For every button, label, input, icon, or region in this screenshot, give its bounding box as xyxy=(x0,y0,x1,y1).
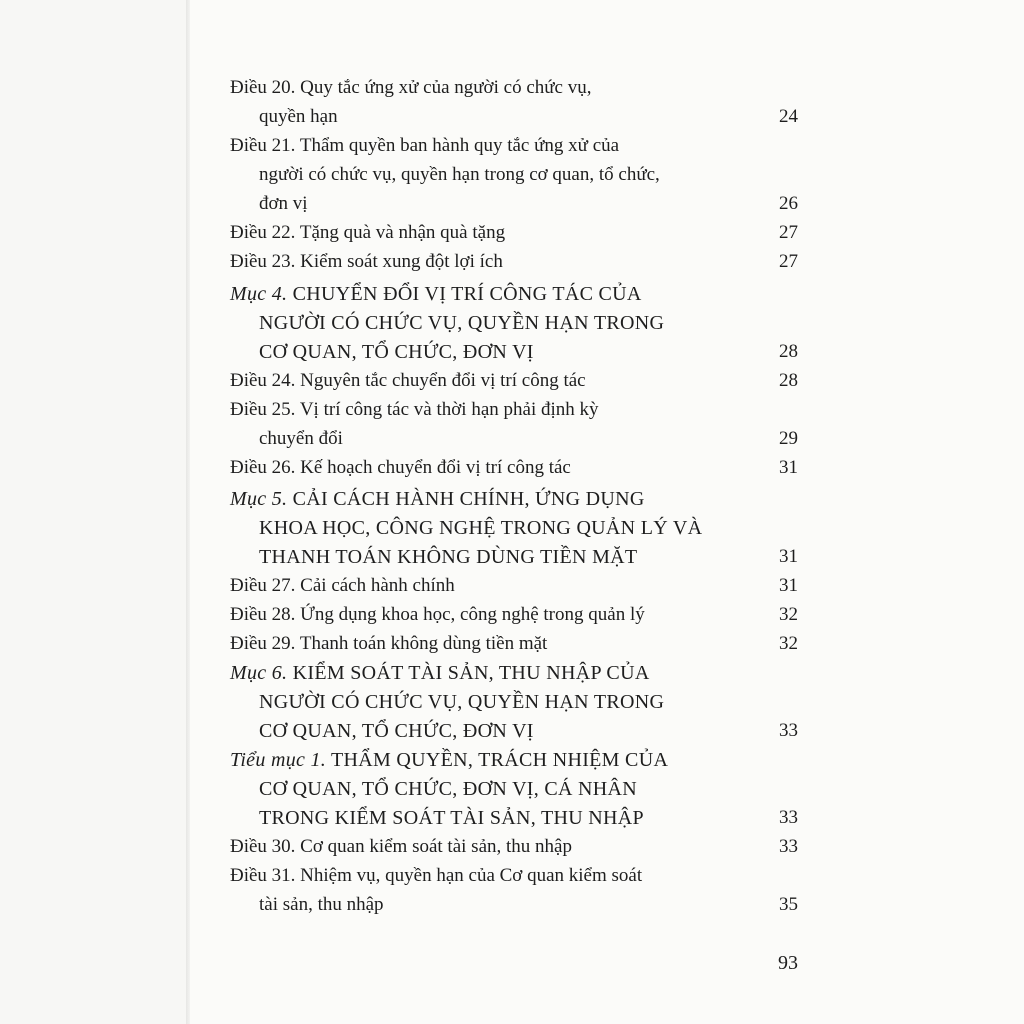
toc-section-muc-5-cont: THANH TOÁN KHÔNG DÙNG TIỀN MẶT xyxy=(259,546,638,568)
toc-subsection-tieu-muc-1-cont: TRONG KIỂM SOÁT TÀI SẢN, THU NHẬP xyxy=(259,807,644,829)
toc-page-number: 33 xyxy=(779,720,798,741)
toc-entry-dieu-26: Điều 26. Kế hoạch chuyển đổi vị trí công tác xyxy=(230,457,571,478)
toc-page-number: 28 xyxy=(779,370,798,391)
section-prefix: Mục 5. xyxy=(230,488,288,510)
toc-entry-dieu-31-cont: tài sản, thu nhập xyxy=(259,894,384,915)
section-title: CẢI CÁCH HÀNH CHÍNH, ỨNG DỤNG xyxy=(287,488,645,510)
toc-subsection-tieu-muc-1-cont: CƠ QUAN, TỔ CHỨC, ĐƠN VỊ, CÁ NHÂN xyxy=(259,778,638,800)
toc-page-number: 31 xyxy=(779,575,798,596)
section-title: CHUYỂN ĐỔI VỊ TRÍ CÔNG TÁC CỦA xyxy=(287,283,642,305)
toc-entry-dieu-25-cont: chuyển đổi xyxy=(259,428,343,449)
toc-entry-dieu-21-cont: người có chức vụ, quyền hạn trong cơ quan, tổ chức, xyxy=(259,164,660,185)
toc-page-number: 29 xyxy=(779,428,798,449)
section-prefix: Mục 6. xyxy=(230,662,288,684)
toc-section-muc-6 xyxy=(230,660,650,686)
toc-page-number: 33 xyxy=(779,807,798,828)
toc-section-muc-5-cont: KHOA HỌC, CÔNG NGHỆ TRONG QUẢN LÝ VÀ xyxy=(259,517,703,539)
toc-page-number: 28 xyxy=(779,341,798,362)
toc-entry-dieu-28: Điều 28. Ứng dụng khoa học, công nghệ trong quản lý xyxy=(230,604,645,625)
toc-section-muc-4-cont: CƠ QUAN, TỔ CHỨC, ĐƠN VỊ xyxy=(259,341,534,363)
toc-page-number: 31 xyxy=(779,457,798,478)
section-prefix: Mục 4. xyxy=(230,283,288,305)
page-number: 93 xyxy=(778,952,798,974)
section-title: THẨM QUYỀN, TRÁCH NHIỆM CỦA xyxy=(326,749,669,771)
toc-entry-dieu-21-cont: đơn vị xyxy=(259,193,308,214)
section-prefix: Tiểu mục 1. xyxy=(230,749,327,771)
toc-entry-dieu-31: Điều 31. Nhiệm vụ, quyền hạn của Cơ quan kiểm soát xyxy=(230,865,643,886)
toc-section-muc-4-cont: NGƯỜI CÓ CHỨC VỤ, QUYỀN HẠN TRONG xyxy=(259,312,665,334)
toc-entry-dieu-25: Điều 25. Vị trí công tác và thời hạn phải định kỳ xyxy=(230,399,599,420)
toc-page-number: 33 xyxy=(779,836,798,857)
toc-page-number: 32 xyxy=(779,633,798,654)
toc-entry-dieu-23: Điều 23. Kiểm soát xung đột lợi ích xyxy=(230,251,503,272)
toc-page-number: 26 xyxy=(779,193,798,214)
toc-entry-dieu-29: Điều 29. Thanh toán không dùng tiền mặt xyxy=(230,633,548,654)
toc-section-muc-6-cont: NGƯỜI CÓ CHỨC VỤ, QUYỀN HẠN TRONG xyxy=(259,691,665,713)
toc-entry-dieu-22: Điều 22. Tặng quà và nhận quà tặng xyxy=(230,222,506,243)
toc-entry-dieu-24: Điều 24. Nguyên tắc chuyển đổi vị trí công tác xyxy=(230,370,586,391)
toc-subsection-tieu-muc-1 xyxy=(230,747,668,773)
toc-section-muc-6-cont: CƠ QUAN, TỔ CHỨC, ĐƠN VỊ xyxy=(259,720,534,742)
toc-page-number: 35 xyxy=(779,894,798,915)
toc-entry-dieu-30: Điều 30. Cơ quan kiểm soát tài sản, thu nhập xyxy=(230,836,572,857)
toc-page-number: 31 xyxy=(779,546,798,567)
toc-entry-dieu-20: Điều 20. Quy tắc ứng xử của người có chức vụ, xyxy=(230,77,592,98)
toc-page-number: 27 xyxy=(779,251,798,272)
toc-page-number: 27 xyxy=(779,222,798,243)
toc-entry-dieu-21: Điều 21. Thẩm quyền ban hành quy tắc ứng xử của xyxy=(230,135,620,156)
toc-page-number: 24 xyxy=(779,106,798,127)
toc-section-muc-5 xyxy=(230,486,645,512)
section-title: KIỂM SOÁT TÀI SẢN, THU NHẬP CỦA xyxy=(287,662,650,684)
toc-page-number: 32 xyxy=(779,604,798,625)
toc-section-muc-4 xyxy=(230,281,642,307)
toc-entry-dieu-27: Điều 27. Cải cách hành chính xyxy=(230,575,455,596)
toc-entry-dieu-20-cont: quyền hạn xyxy=(259,106,338,127)
